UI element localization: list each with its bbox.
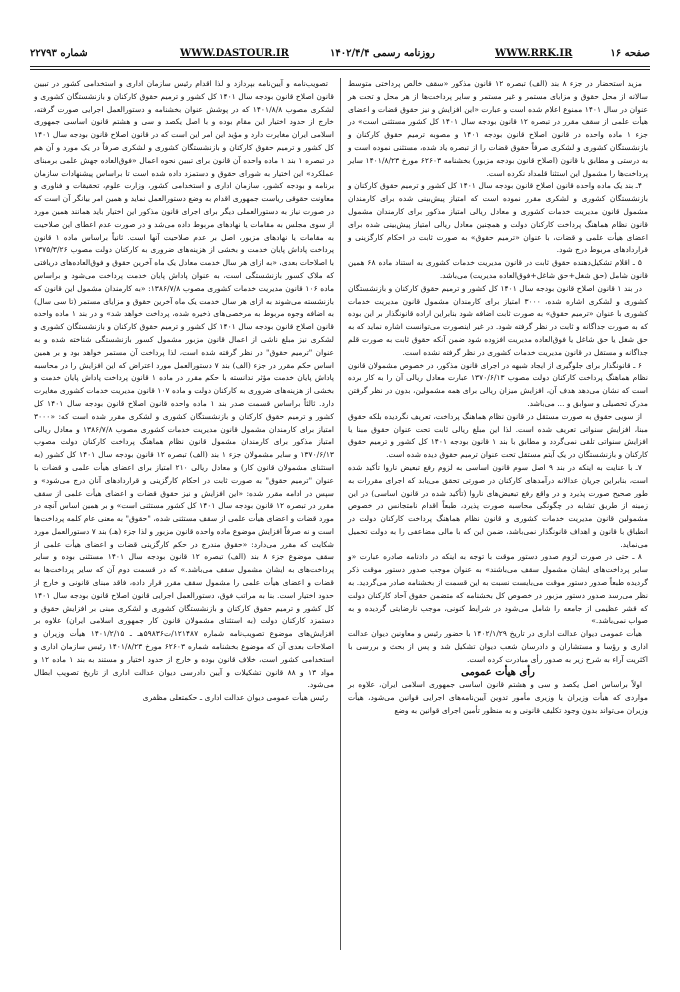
paragraph: مزید استحضار در جزء ۸ بند (الف) تبصره ۱۲ قانون مذکور «سقف خالص پرداختی متوسط سالانه از محل حقوق و مزایای مستمر و غیر مستمر و سایر پرداخت‌ها از هر محل و تحت هر عنوان در سال ۱۴۰۱ ممنوع اعلام شده است و عبارت «این افزایش و نیز حقوق قضات و اعضای هیأت علمی از سقف مقرر در تبصره ۱۲ قانون بودجه سال ۱۴۰۱ کل کشور مستثنی است» در جزء ۱ ماده واحده در قانون اصلاح قانون بودجه ۱۴۰۱ و مصوبه ترمیم حقوق کارکنان و بازنشستگان کشوری و لشکری صرفاً حقوق قضات را از تبصره یاد شده، مستثنی نموده است و به درستی و مطابق با قانون (اصلاح قانون بودجه مزبور) بخشنامه ۶۲۶۰۳ مورخ ۱۴۰۱/۸/۲۳ سایر پرداخت‌ها را مشمول این استثنا قلمداد نکرده است.	[348, 79, 649, 178]
page-header	[30, 48, 650, 66]
paragraph: تصویب‌نامه و آیین‌نامه بپردازد و لذا اقدام رئیس سازمان اداری و استخدامی کشور در تبیین قانون اصلاح قانون بودجه سال ۱۴۰۱ کل کشور و ترمیم حقوق کارکنان و بازنشستگان کشوری و لشکری مصوب ۱۴۰۱/۸/۸ که در پوشش عنوان بخشنامه و دستورالعمل اجرایی صورت گرفته، خارج از حدود اختیار این مقام بوده و با اصل یکصد و سی و هشتم قانون اساسی جمهوری اسلامی ایران مغایرت دارد و مؤید این امر این است که در قانون اصلاح قانون بودجه سال ۱۴۰۱ کل کشور و ترمیم حقوق کارکنان و بازنشستگان کشوری و لشکری صرفاً در یک مورد و آن هم در تبصره ۱ بند ۱ ماده واحده آن قانون برای تبیین نحوه اعمال «فوق‌العاده جهش علمی برمبنای عملکرد» این اختیار به شورای حقوق و دستمزد داده شده است تا براساس پیشنهادات سازمان برنامه و بودجه کشور، سازمان اداری و استخدامی کشور، وزارت علوم، تحقیقات و فناوری و معاونت حقوقی ریاست جمهوری اقدام به وضع دستورالعمل نماید و همین امر بیانگر آن است که در صورت نیاز به دستورالعملی دیگر برای اجرای قانون مذکور این اختیار باید همانند همین مورد از سوی مجلس به مقامات یا نهادهای مربوط داده می‌شد و در صورت عدم اعطای این صلاحیت به مقامات یا نهادهای مزبور، اصل بر عدم صلاحیت آنها است. ثانیاً براساس ماده ۱ قانون پرداخت پاداش پایان خدمت و بخشی از هزینه‌های ضروری به کارکنان دولت مصوب ۱۳۷۵/۳/۲۶ با اصلاحات بعدی، «به ازای هر سال خدمت معادل یک ماه آخرین حقوق و فوق‌العاده‌های دریافتی که ملاک کسور بازنشستگی است، به عنوان پاداش پایان خدمت پرداخت می‌شود و براساس ماده ۱۰۶ قانون مدیریت خدمات کشوری مصوب ۱۳۸۶/۷/۸: «به کارمندان مشمول این قانون که بازنشسته می‌شوند به ازای هر سال خدمت یک ماه آخرین حقوق و مزایای مستمر (تا سی سال) به اضافه وجوه مربوط به مرخصی‌های ذخیره شده، پرداخت خواهد شد» و در بند ۱ ماده واحده قانون اصلاح قانون بودجه سال ۱۴۰۱ کل کشور و ترمیم حقوق کارکنان و بازنشستگان کشوری و لشکری نیز مبلغ ناشی از اعمال قانون مزبور مشمول کسور بازنشستگی شناخته شده و به عنوان "ترمیم حقوق" در نظر گرفته شده است، لذا پرداخت آن مستمر خواهد بود و بر همین اساس حکم مقرر در جزء (الف) بند ۷ دستورالعمل مورد اعتراض که این افزایش را در محاسبه پاداش پایان خدمت مؤثر ندانسته با حکم مقرر در ماده ۱ قانون پرداخت پاداش پایان خدمت و بخشی از هزینه‌های ضروری به کارکنان دولت و ماده ۱۰۷ قانون مدیریت خدمات کشوری مغایرت دارد. ثالثاً براساس قسمت صدر بند ۱ ماده واحده قانون اصلاح قانون بودجه سال ۱۴۰۱ کل کشور و ترمیم حقوق کارکنان و بازنشستگان کشوری و لشکری مقرر شده است که: «۳۰۰۰ امتیاز برای کارمندان مشمول قانون مدیریت خدمات کشوری مصوب ۱۳۸۶/۷/۸ و معادل ریالی امتیاز مذکور برای کارمندان مشمول قانون نظام هماهنگ پرداخت کارکنان دولت مصوب ۱۳۷۰/۶/۱۳ و سایر مشمولان جزء ۱ بند (الف) تبصره ۱۲ قانون بودجه سال ۱۴۰۱ کل کشور (به استثنای مشمولان قانون کار) و معادل ریالی ۲۱۰ امتیاز برای اعضای هیأت علمی و قضات با عنوان "ترمیم حقوق" به صورت ثابت در احکام کارگزینی و قراردادهای آنان درج می‌شود» و سپس در ادامه مقرر شده: «این افزایش و نیز حقوق قضات و اعضای هیأت علمی از سقف مقرر در تبصره ۱۲ قانون بودجه سال ۱۴۰۱ کل کشور مستثنی است» و بر همین اساس آنچه در مورد قضات و اعضای هیأت علمی از سقف مستثنی شده، "حقوق" به معنی عام کلمه پرداخت‌ها است و نه صرفاً افزایش موضوع ماده واحده قانون مزبور و لذا جزء (هـ) بند ۷ دستورالعمل مورد شکایت که مقرر می‌دارد: «حقوق مندرج در حکم کارگزینی قضات و اعضای هیأت علمی از سقف موضوع جزء ۸ بند (الف) تبصره ۱۲ قانون بودجه سال ۱۴۰۱ مستثنی بوده و سایر پرداخت‌های به ایشان مشمول سقف می‌باشد.» که در قسمت دوم آن که سایر پرداخت‌ها به قضات و اعضای هیأت علمی را مشمول سقف مقرر قرار داده، فاقد مبنای قانونی و خارج از حدود اختیار است. بنا به مراتب فوق، دستورالعمل اجرایی قانون اصلاح قانون بودجه سال ۱۴۰۱ کل کشور و ترمیم حقوق کارکنان و بازنشستگان کشوری و لشکری مبنی بر افزایش حقوق و دستمزد کارکنان دولت (به استثنای مشمولان قانون کار جمهوری اسلامی ایران) علاوه بر افزایش‌های موضوع تصویب‌نامه شماره ۱۲۱۴۸۷/ت۵۹۸۳۶هـ ـ ۱۴۰۱/۲/۱۵ هیأت وزیران و اصلاحات بعدی آن که موضوع بخشنامه شماره ۶۲۶۰۳ مورخ ۱۴۰۱/۸/۲۳ رئیس سازمان اداری و استخدامی کشور است، خلاف قانون بوده و خارج از حدود اختیار و مستند به بند ۱ ماده ۱۲ و مواد ۱۳ و ۸۸ قانون تشکیلات و آیین دادرسی دیوان عدالت اداری از تاریخ تصویب ابطال می‌شود.	[34, 79, 335, 690]
right-column	[348, 78, 648, 718]
issue-number: شماره ۲۲۷۹۳	[30, 48, 88, 59]
signature: رئیس هیأت عمومی دیوان عدالت اداری ـ حکمتعلی مظفری	[142, 693, 328, 703]
header-rule-top	[30, 66, 650, 67]
rrk-link[interactable]: WWW.RRK.IR	[495, 48, 573, 59]
gazette-date: روزنامه رسمی ۱۴۰۲/۴/۴	[330, 48, 435, 59]
paragraph: اولاً براساس اصل یکصد و سی و هشتم قانون اساسی جمهوری اسلامی ایران، علاوه بر مواردی که هیأت وزیران یا وزیری مأمور تدوین آیین‌نامه‌های اجرایی قوانین می‌شود، هیأت وزیران می‌تواند بدون وجود تکلیف قانونی و به منظور تأمین اجرای قوانین به وضع	[348, 680, 648, 716]
paragraph: ۷ـ با عنایت به اینکه در بند ۹ اصل سوم قانون اساسی به لزوم رفع تبعیض ناروا تأکید شده است، بنابراین جریان عدالانه درآمدهای کارکنان در صورتی تحقق می‌یابد که اجرای مقررات به طور صحیح صورت پذیرد و در واقع رفع تبعیض‌های ناروا (تأکید شده در قانون اساسی) در این زمینه از طریق تشابه در چگونگی محاسبه صورت پذیرد، طبعاً اقدام نامتجانس در خصوص مشمولین قانون مدیریت خدمات کشوری و قانون نظام هماهنگ پرداخت کارکنان دولت در انطباق با قانون و اهداف قانونگذار نمی‌باشد، ضمن این که با مالی مضاعفی را به دولت تحمیل می‌نماید.	[348, 462, 648, 549]
paragraph: ۸ ـ حتی در صورت لزوم صدور دستور موقت با توجه به اینکه در دادنامه صادره عبارت «و سایر پرداخت‌های ایشان مشمول سقف می‌باشند» به عنوان موجب صدور دستور موقت ذکر گردیده طبعاً صدور دستور موقت می‌بایست نسبت به این قسمت از بخشنامه صادر می‌گردید. به نظر می‌رسد صدور دستور مزبور در خصوص کل بخشنامه که متضمن حقوق آحاد کارکنان دولت که قشر عظیمی از جامعه را شامل می‌شود در شرایط کنونی، موجب نارضایتی گردیده و به صواب نمی‌باشد.»	[348, 552, 648, 626]
paragraph: از سویی حقوق به صورت مستقل در قانون نظام هماهنگ پرداخت، تعریف نگردیده بلکه حقوق مبنا، افزایش سنواتی تعریف شده است. لذا این مبلغ ریالی ثابت تحت عنوان حقوق مبنا یا افزایش سنواتی تلقی نمی‌گردد و مطابق با بند ۱ قانون بودجه ۱۴۰۱ کل کشور و ترمیم حقوق کارکنان و بازنشستگان در یک آیتم مستقل تحت عنوان ترمیم حقوق دیده شده است.	[348, 411, 648, 460]
left-column	[34, 78, 334, 705]
page-number: صفحه ۱۶	[610, 48, 650, 59]
paragraph: ۵ ـ اقلام تشکیل‌دهنده حقوق ثابت در قانون مدیریت خدمات کشوری به استناد ماده ۶۸ همین قانون شامل (حق شغل+حق شاغل+فوق‌العاده مدیریت) می‌باشد.	[348, 258, 648, 280]
header-rule-bottom	[30, 69, 650, 70]
paragraph: در بند ۱ قانون اصلاح قانون بودجه سال ۱۴۰۱ کل کشور و ترمیم حقوق کارکنان و بازنشستگان کشوری و لشکری اشاره شده، ۳۰۰۰ امتیاز برای کارمندان مشمول قانون مدیریت خدمات کشوری با عنوان «ترمیم حقوق» به صورت ثابت اضافه شود بنابراین اراده قانونگذار بر این بوده که به صورت جداگانه و ثابت در نظر گرفته شود. در غیر اینصورت می‌توانست اشاره نماید که به حق شغل یا حق شاغل یا فوق‌العاده مدیریت افزوده شود ضمن آنکه حقوق ثابت به صورت قلم جداگانه و مستقل در قانون مدیریت خدمات کشوری در نظر گرفته نشده است.	[348, 283, 648, 357]
paragraph: هیأت عمومی دیوان عدالت اداری در تاریخ ۱۴۰۲/۱/۲۹ با حضور رئیس و معاونین دیوان عدالت اداری و رؤسا و مستشاران و دادرسان شعب دیوان تشکیل شد و پس از بحث و بررسی با اکثریت آراء به شرح زیر به صدور رأی مبادرت کرده است.	[348, 629, 648, 664]
dastour-link[interactable]: WWW.DASTOUR.IR	[180, 48, 289, 59]
paragraph: ۴ـ بند یک ماده واحده قانون اصلاح قانون بودجه سال ۱۴۰۱ کل کشور و ترمیم حقوق کارکنان و بازنشستگان کشوری و لشکری مقرر نموده است که امتیاز پیش‌بینی شده برای کارمندان مشمول قانون مدیریت خدمات کشوری و معادل ریالی امتیاز مذکور برای کارمندان مشمول قانون نظام هماهنگ پرداخت کارکنان دولت و همچنین معادل ریالی امتیاز پیش‌بینی شده برای اعضای هیأت علمی و قضات، با عنوان «ترمیم حقوق» به صورت ثابت در احکام کارگزینی و قراردادهای مربوط درج شود.	[348, 181, 648, 255]
column-divider	[340, 78, 341, 950]
section-heading: رأی هیأت عمومی	[461, 666, 535, 678]
paragraph: ۶ ـ قانونگذار برای جلوگیری از ایجاد شبهه در اجرای قانون مذکور، در خصوص مشمولان قانون نظام هماهنگ پرداخت کارکنان دولت مصوب ۱۳۷۰/۶/۱۳ عبارت معادل ریالی آن را به کار برده است که نشان می‌دهد هدف آن، افزایش میزان ریالی برای همه مشمولین، بدون در نظر گرفتن مدرک تحصیلی و سوابق و ... می‌باشد.	[348, 360, 648, 408]
